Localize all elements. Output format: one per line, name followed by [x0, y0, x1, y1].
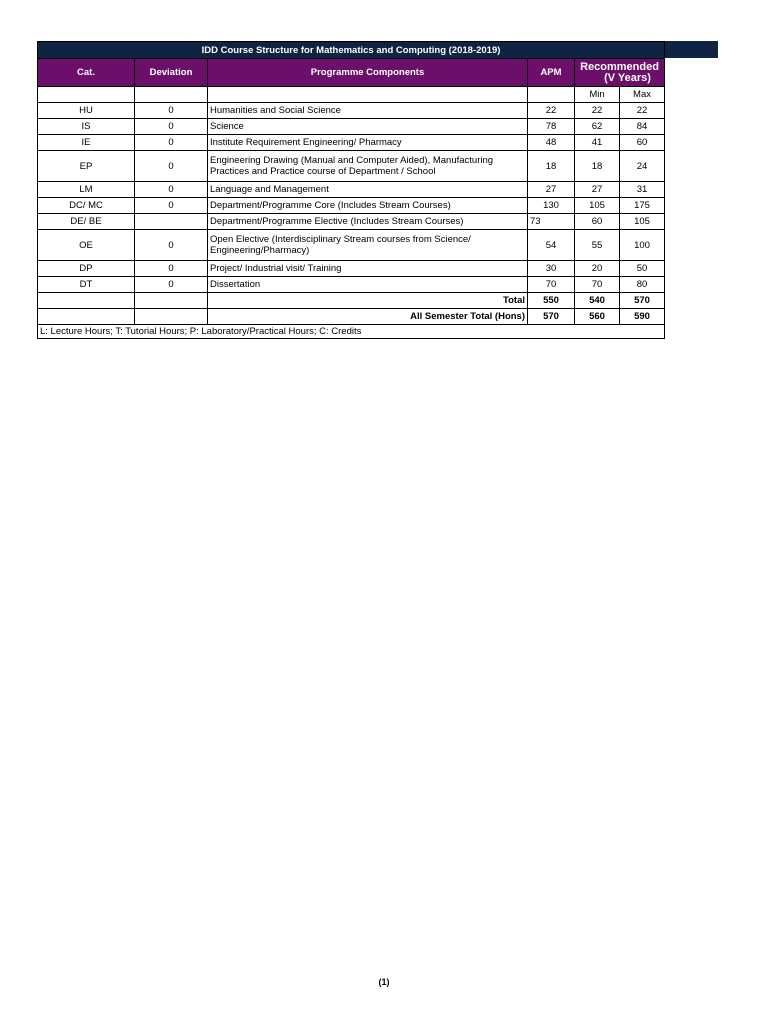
cell-component: Institute Requirement Engineering/ Pharmacy	[208, 135, 528, 151]
subheader-min: Min	[575, 87, 620, 103]
subheader-row	[38, 87, 665, 103]
cell-min: 105	[575, 198, 620, 214]
table-row	[38, 198, 665, 214]
cell-deviation: 0	[135, 119, 208, 135]
cell-max: 22	[620, 103, 665, 119]
cell-max: 84	[620, 119, 665, 135]
all-total-label: All Semester Total (Hons)	[208, 309, 528, 325]
course-structure-table	[37, 41, 665, 339]
table-row	[38, 135, 665, 151]
table-row	[38, 230, 665, 261]
table-row	[38, 103, 665, 119]
header-row	[38, 59, 665, 87]
all-semester-total-row	[38, 309, 665, 325]
header-recommended-line2: (V Years)	[604, 71, 651, 84]
cell-cat: LM	[38, 182, 135, 198]
cell-cat: IE	[38, 135, 135, 151]
title-bar-extension	[664, 41, 718, 58]
all-total-max: 590	[620, 309, 665, 325]
footnote-row	[38, 325, 665, 339]
cell-apm: 48	[528, 135, 575, 151]
cell-cat: EP	[38, 151, 135, 182]
cell-component: Humanities and Social Science	[208, 103, 528, 119]
cell-deviation: 0	[135, 198, 208, 214]
cell-max: 105	[620, 214, 665, 230]
table-row	[38, 119, 665, 135]
subheader-max: Max	[620, 87, 665, 103]
cell-apm: 70	[528, 277, 575, 293]
title-row	[38, 42, 665, 59]
cell-min: 20	[575, 261, 620, 277]
cell-max: 31	[620, 182, 665, 198]
cell-min: 70	[575, 277, 620, 293]
cell-min: 62	[575, 119, 620, 135]
cell-apm: 30	[528, 261, 575, 277]
page-number: (1)	[378, 977, 390, 987]
header-deviation: Deviation	[135, 59, 208, 87]
cell-apm: 22	[528, 103, 575, 119]
cell-min: 55	[575, 230, 620, 261]
cell-deviation: 0	[135, 103, 208, 119]
cell-cat: DE/ BE	[38, 214, 135, 230]
cell-cat: DT	[38, 277, 135, 293]
cell-component: Engineering Drawing (Manual and Computer Aided), Manufacturing Practices and Practice course of Department / School	[208, 151, 528, 182]
cell-cat: OE	[38, 230, 135, 261]
cell-cat: IS	[38, 119, 135, 135]
header-recommended-line1: Recommended	[580, 60, 659, 73]
table-row	[38, 261, 665, 277]
cell-min: 60	[575, 214, 620, 230]
cell-deviation: 0	[135, 261, 208, 277]
table-row	[38, 182, 665, 198]
cell-component: Department/Programme Elective (Includes Stream Courses)	[208, 214, 528, 230]
header-cat: Cat.	[38, 59, 135, 87]
cell-max: 175	[620, 198, 665, 214]
cell-deviation: 0	[135, 277, 208, 293]
footnote: L: Lecture Hours; T: Tutorial Hours; P: Laboratory/Practical Hours; C: Credits	[38, 325, 665, 339]
cell-component: Project/ Industrial visit/ Training	[208, 261, 528, 277]
header-components: Programme Components	[208, 59, 528, 87]
cell-component: Open Elective (Interdisciplinary Stream courses from Science/ Engineering/Pharmacy)	[208, 230, 528, 261]
cell-deviation: 0	[135, 182, 208, 198]
cell-deviation: 0	[135, 151, 208, 182]
cell-deviation: 0	[135, 135, 208, 151]
table-row	[38, 151, 665, 182]
cell-deviation	[135, 214, 208, 230]
cell-component: Science	[208, 119, 528, 135]
cell-apm: 130	[528, 198, 575, 214]
cell-apm: 78	[528, 119, 575, 135]
total-min: 540	[575, 293, 620, 309]
course-structure-sheet	[37, 41, 665, 339]
cell-component: Language and Management	[208, 182, 528, 198]
cell-apm: 18	[528, 151, 575, 182]
cell-min: 41	[575, 135, 620, 151]
cell-min: 27	[575, 182, 620, 198]
table-title: IDD Course Structure for Mathematics and Computing (2018-2019)	[38, 42, 665, 59]
total-label: Total	[208, 293, 528, 309]
cell-min: 18	[575, 151, 620, 182]
total-max: 570	[620, 293, 665, 309]
cell-max: 60	[620, 135, 665, 151]
table-row	[38, 277, 665, 293]
cell-apm: 54	[528, 230, 575, 261]
header-apm: APM	[528, 59, 575, 87]
cell-component: Dissertation	[208, 277, 528, 293]
all-total-apm: 570	[528, 309, 575, 325]
cell-max: 100	[620, 230, 665, 261]
total-row	[38, 293, 665, 309]
all-total-min: 560	[575, 309, 620, 325]
cell-max: 80	[620, 277, 665, 293]
cell-max: 24	[620, 151, 665, 182]
cell-cat: HU	[38, 103, 135, 119]
cell-max: 50	[620, 261, 665, 277]
table-row	[38, 214, 665, 230]
cell-cat: DP	[38, 261, 135, 277]
cell-apm: 27	[528, 182, 575, 198]
header-recommended	[575, 59, 665, 87]
cell-min: 22	[575, 103, 620, 119]
cell-component: Department/Programme Core (Includes Stream Courses)	[208, 198, 528, 214]
cell-deviation: 0	[135, 230, 208, 261]
cell-apm: 73	[528, 214, 575, 230]
total-apm: 550	[528, 293, 575, 309]
cell-cat: DC/ MC	[38, 198, 135, 214]
